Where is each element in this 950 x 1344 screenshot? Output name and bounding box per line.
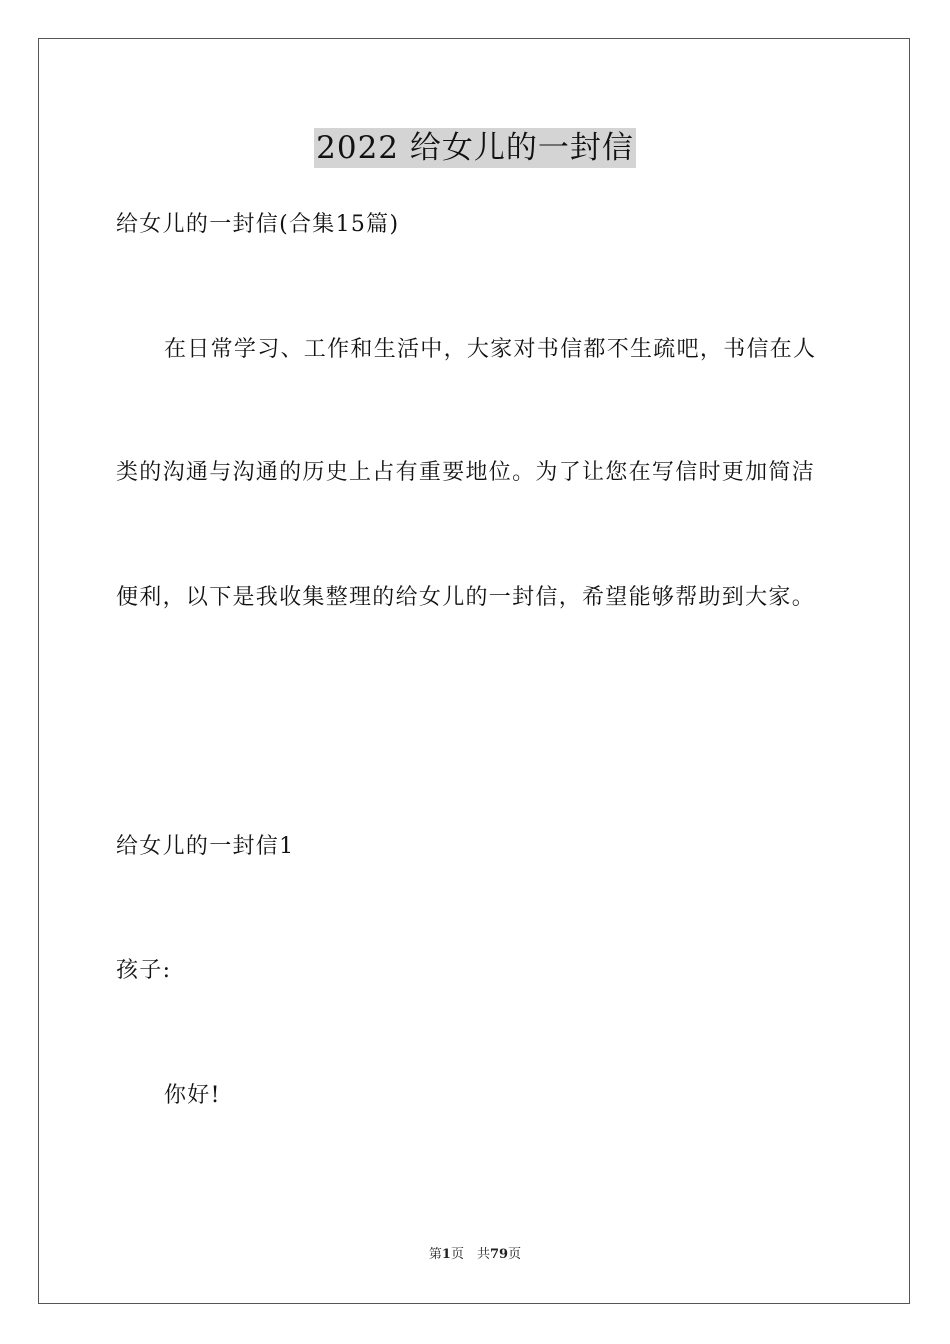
footer-page-number: 1	[441, 1247, 451, 1262]
footer-middle: 页 共	[450, 1247, 490, 1262]
footer-suffix: 页	[508, 1247, 522, 1262]
intro-line-1: 在日常学习、工作和生活中，大家对书信都不生疏吧，书信在人	[164, 337, 817, 362]
document-title	[0, 128, 950, 168]
document-title-text: 2022 给女儿的一封信	[316, 130, 634, 166]
section-heading: 给女儿的一封信1	[116, 834, 295, 859]
page-footer	[0, 1246, 950, 1264]
salutation: 孩子:	[116, 958, 172, 983]
footer-prefix: 第	[428, 1247, 442, 1262]
document-subtitle: 给女儿的一封信(合集15篇)	[116, 212, 400, 237]
intro-line-3: 便利，以下是我收集整理的给女儿的一封信，希望能够帮助到大家。	[116, 585, 816, 610]
footer-total-pages: 79	[489, 1247, 509, 1262]
intro-line-2: 类的沟通与沟通的历史上占有重要地位。为了让您在写信时更加简洁	[116, 460, 816, 485]
greeting: 你好!	[164, 1083, 221, 1108]
